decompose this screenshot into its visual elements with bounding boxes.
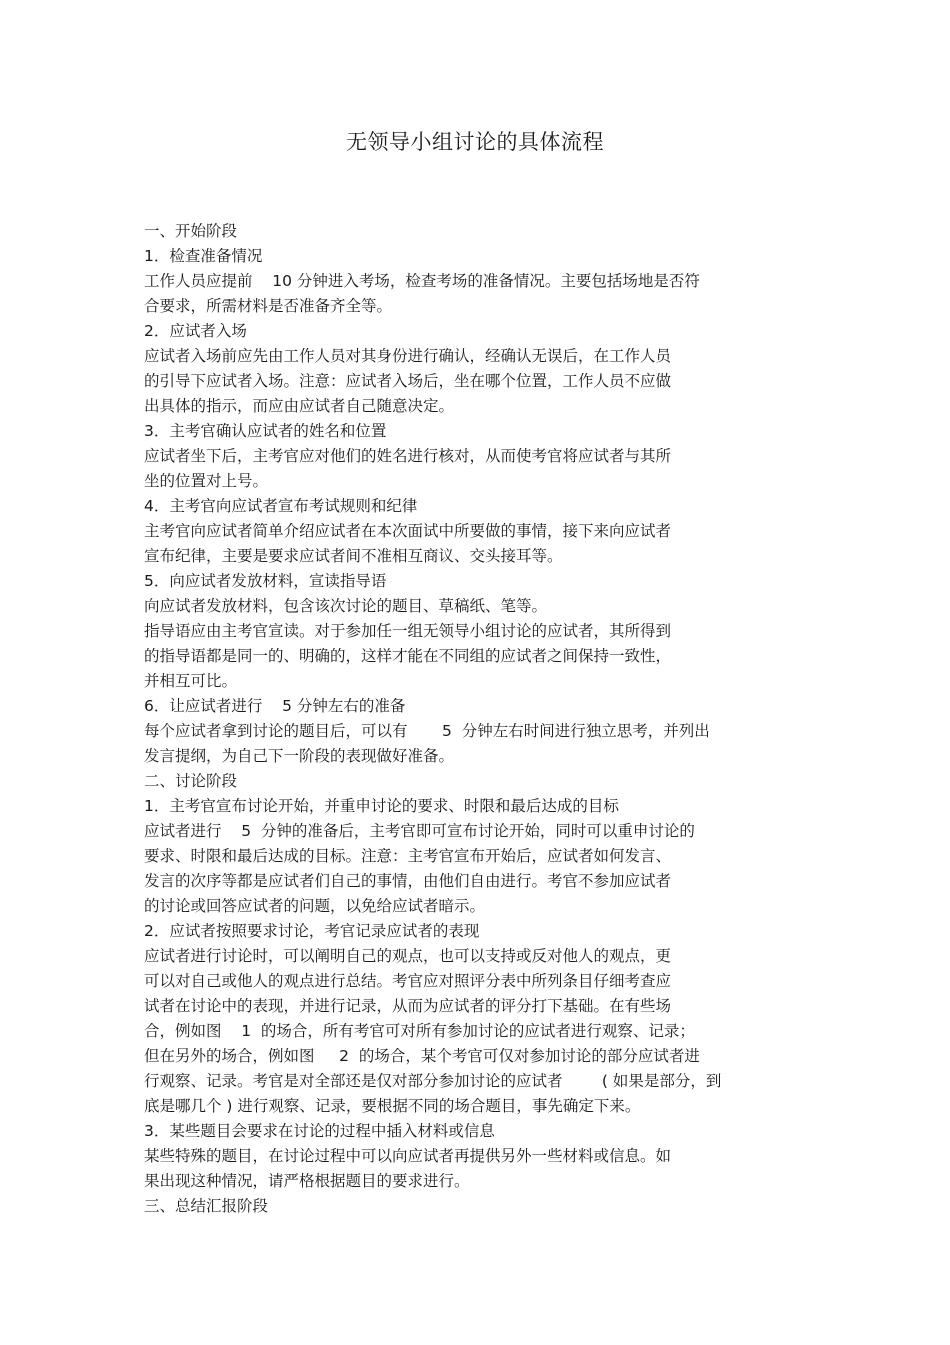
text-line: 向应试者发放材料，包含该次讨论的题目、草稿纸、笔等。 bbox=[144, 597, 548, 615]
text-line: 底是哪几个 ) 进行观察、记录，要根据不同的场合题目，事先确定下来。 bbox=[144, 1097, 641, 1115]
text-line: 但在另外的场合，例如图 2 的场合，某个考官可仅对参加讨论的部分应试者进 bbox=[144, 1047, 700, 1065]
text-line: 主考官向应试者简单介绍应试者在本次面试中所要做的事情，接下来向应试者 bbox=[144, 522, 672, 540]
text-line: 出具体的指示，而应由应试者自己随意决定。 bbox=[144, 397, 455, 415]
text-line: 行观察、记录。考官是对全部还是仅对部分参加讨论的应试者 ( 如果是部分，到 bbox=[144, 1072, 722, 1090]
text-line: 的引导下应试者入场。注意：应试者入场后，坐在哪个位置，工作人员不应做 bbox=[144, 372, 672, 390]
text-line: 6．让应试者进行 5 分钟左右的准备 bbox=[144, 697, 406, 715]
text-line: 合，例如图 1 的场合，所有考官可对所有参加讨论的应试者进行观察、记录； bbox=[144, 1022, 695, 1040]
text-line: 5．向应试者发放材料，宣读指导语 bbox=[144, 572, 387, 590]
text-line: 1．检查准备情况 bbox=[144, 247, 263, 265]
text-line: 1．主考官宣布讨论开始，并重申讨论的要求、时限和最后达成的目标 bbox=[144, 797, 619, 815]
text-line: 应试者坐下后，主考官应对他们的姓名进行核对，从而使考官将应试者与其所 bbox=[144, 447, 672, 465]
text-line: 合要求，所需材料是否准备齐全等。 bbox=[144, 297, 393, 315]
text-line: 二、讨论阶段 bbox=[144, 772, 238, 790]
document-body bbox=[144, 219, 804, 1219]
text-line: 宣布纪律，主要是要求应试者间不准相互商议、交头接耳等。 bbox=[144, 547, 563, 565]
text-line: 工作人员应提前 10 分钟进入考场，检查考场的准备情况。主要包括场地是否符 bbox=[144, 272, 700, 290]
text-line: 要求、时限和最后达成的目标。注意：主考官宣布开始后，应试者如何发言、 bbox=[144, 847, 672, 865]
text-line: 坐的位置对上号。 bbox=[144, 472, 269, 490]
text-line: 应试者进行讨论时，可以阐明自己的观点，也可以支持或反对他人的观点，更 bbox=[144, 947, 672, 965]
text-line: 试者在讨论中的表现，并进行记录，从而为应试者的评分打下基础。在有些场 bbox=[144, 997, 672, 1015]
text-line: 三、总结汇报阶段 bbox=[144, 1197, 269, 1215]
text-line: 可以对自己或他人的观点进行总结。考官应对照评分表中所列条目仔细考查应 bbox=[144, 972, 672, 990]
text-line: 2．应试者按照要求讨论，考官记录应试者的表现 bbox=[144, 922, 480, 940]
text-line: 每个应试者拿到讨论的题目后，可以有 5 分钟左右时间进行独立思考，并列出 bbox=[144, 722, 710, 740]
text-line: 应试者入场前应先由工作人员对其身份进行确认，经确认无误后，在工作人员 bbox=[144, 347, 672, 365]
text-line: 应试者进行 5 分钟的准备后，主考官即可宣布讨论开始，同时可以重申讨论的 bbox=[144, 822, 695, 840]
text-line: 的讨论或回答应试者的问题，以免给应试者暗示。 bbox=[144, 897, 486, 915]
text-line: 并相互可比。 bbox=[144, 672, 238, 690]
text-line: 4．主考官向应试者宣布考试规则和纪律 bbox=[144, 497, 418, 515]
document-title: 无领导小组讨论的具体流程 bbox=[346, 130, 604, 154]
text-line: 发言提纲，为自己下一阶段的表现做好准备。 bbox=[144, 747, 455, 765]
text-line: 的指导语都是同一的、明确的，这样才能在不同组的应试者之间保持一致性， bbox=[144, 647, 672, 665]
text-line: 发言的次序等都是应试者们自己的事情，由他们自由进行。考官不参加应试者 bbox=[144, 872, 672, 890]
text-line: 3．某些题目会要求在讨论的过程中插入材料或信息 bbox=[144, 1122, 495, 1140]
text-line: 一、开始阶段 bbox=[144, 222, 238, 240]
text-line: 指导语应由主考官宣读。对于参加任一组无领导小组讨论的应试者，其所得到 bbox=[144, 622, 672, 640]
text-line: 3．主考官确认应试者的姓名和位置 bbox=[144, 422, 387, 440]
text-line: 果出现这种情况，请严格根据题目的要求进行。 bbox=[144, 1172, 470, 1190]
text-line: 某些特殊的题目，在讨论过程中可以向应试者再提供另外一些材料或信息。如 bbox=[144, 1147, 672, 1165]
text-line: 2．应试者入场 bbox=[144, 322, 247, 340]
